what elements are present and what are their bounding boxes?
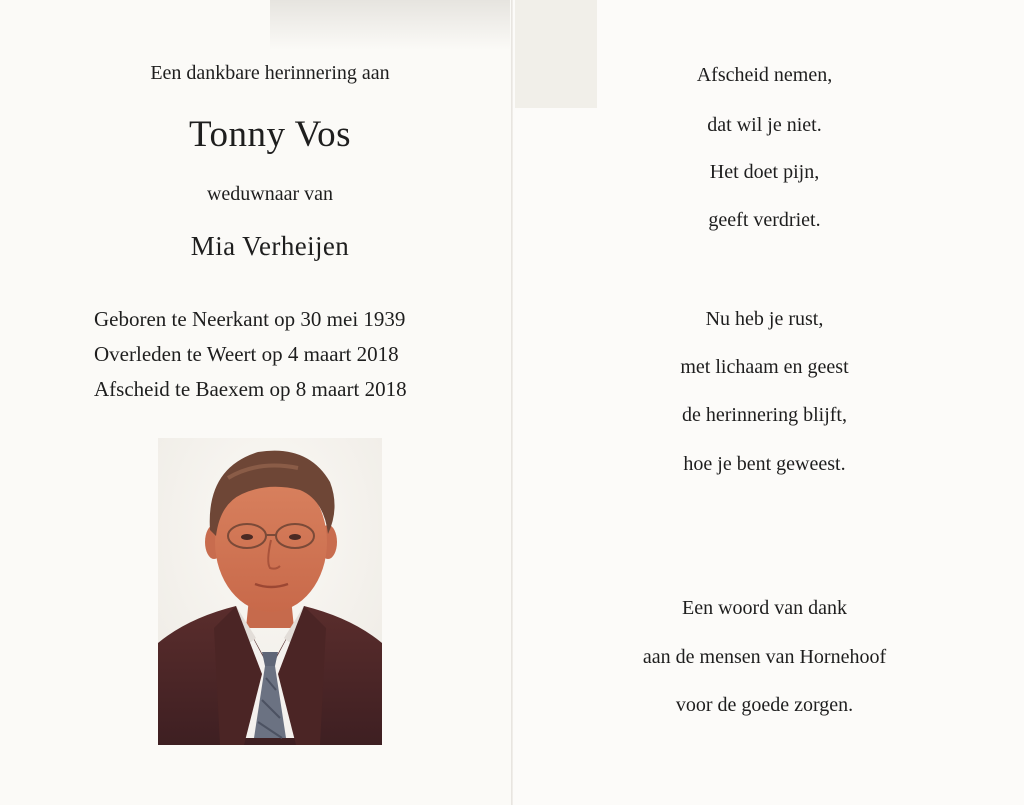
verse1-line3: Het doet pijn, [709, 161, 820, 183]
death-line: Overleden te Weert op 4 maart 2018 [94, 342, 399, 366]
card-fold [511, 0, 513, 805]
intro-text: Een dankbare herinnering aan [150, 62, 390, 84]
paper-tab [515, 0, 597, 108]
scan-shadow [270, 0, 510, 50]
verse2-line2: met lichaam en geest [680, 356, 849, 378]
portrait-illustration [158, 438, 382, 745]
farewell-line: Afscheid te Baexem op 8 maart 2018 [94, 377, 407, 401]
spouse-name: Mia Verheijen [190, 231, 350, 261]
verse1-line2: dat wil je niet. [707, 114, 822, 136]
thanks-line3: voor de goede zorgen. [675, 694, 854, 716]
thanks-line1: Een woord van dank [682, 597, 847, 619]
verse2-line4: hoe je bent geweest. [683, 453, 846, 475]
relation-text: weduwnaar van [206, 183, 334, 205]
verse1-line4: geeft verdriet. [708, 209, 821, 231]
verse2-line1: Nu heb je rust, [705, 308, 824, 330]
verse1-line1: Afscheid nemen, [696, 64, 833, 86]
verse2-line3: de herinnering blijft, [682, 404, 847, 426]
portrait-photo [158, 438, 382, 745]
birth-line: Geboren te Neerkant op 30 mei 1939 [94, 307, 406, 331]
deceased-name: Tonny Vos [189, 114, 351, 155]
thanks-line2: aan de mensen van Hornehoof [642, 646, 887, 668]
